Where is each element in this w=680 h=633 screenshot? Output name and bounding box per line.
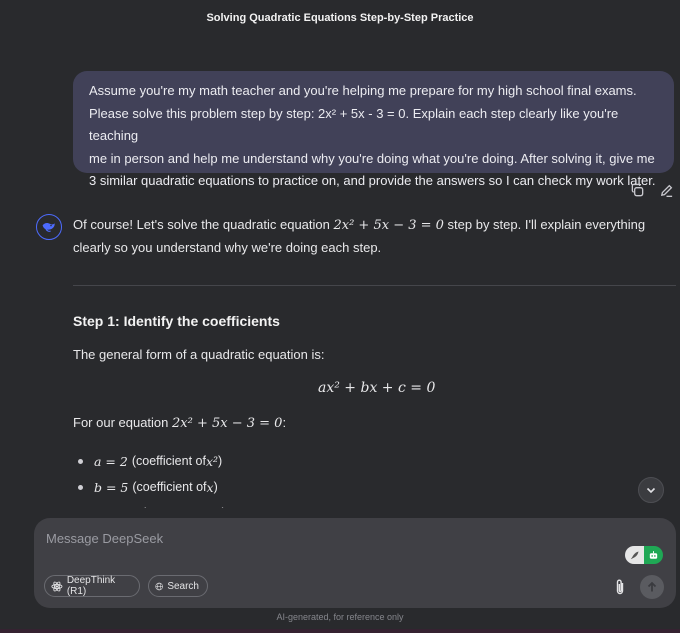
conversation-title: Solving Quadratic Equations Step-by-Step Practice [206,12,474,24]
our-equation-text: : [282,415,287,430]
coefficient-note-math: x² [205,453,219,469]
coefficient-value: a = 2 [94,453,128,469]
inline-equation: 2x² + 5x − 3 = 0 [172,416,283,431]
disclaimer-footer: AI-generated, for reference only [276,612,404,622]
user-message-line: Please solve this problem step by step: 2x² + 5x - 3 = 0. Explain each step clearly like you're teaching [89,105,619,143]
coefficient-note-end: ) [218,454,223,468]
answer-intro [73,214,663,259]
user-message-line: 3 similar quadratic equations to practice on, and provide the answers so I can check my work later. [89,173,656,188]
coefficient-note-math: x [206,479,214,495]
deepseek-whale-icon [36,214,62,240]
intro-text: Of course! Let's solve the quadratic equation [73,217,334,232]
globe-icon [155,580,163,593]
search-label: Search [167,580,199,592]
paperclip-icon[interactable] [610,576,630,598]
feather-icon [625,546,644,564]
send-button[interactable] [640,575,664,599]
coefficient-note-end: ) [213,480,218,494]
message-composer[interactable] [34,518,676,608]
edit-icon[interactable] [657,181,675,199]
user-message-bubble [73,71,674,188]
general-formula: ax² + bx + c = 0 [318,380,436,396]
atom-icon [51,580,63,593]
user-message-actions [628,181,675,199]
section-divider [73,285,676,286]
coefficient-note: (coefficient of [132,480,207,494]
user-message-line: me in person and help me understand why you're doing what you're doing. After solving it, give me [89,150,655,166]
assistant-answer [73,214,663,259]
our-equation-line [73,415,286,431]
inline-equation: 2x² + 5x − 3 = 0 [333,218,444,233]
intro-text: step by step. I'll explain everything clearly so you understand why we're doing each step. [73,217,646,255]
scroll-to-bottom-button[interactable] [638,477,664,503]
user-message-line: Assume you're my math teacher and you're helping me prepare for my high school final exams. [89,83,637,98]
window-bottom-edge [0,629,680,633]
list-item [78,448,226,474]
step-heading: Step 1: Identify the coefficients [73,313,280,329]
deepthink-button[interactable] [44,575,140,597]
deepthink-label: DeepThink (R1) [66,575,116,597]
message-input[interactable]: Message DeepSeek [46,531,164,546]
our-equation-text: For our equation [73,415,173,430]
copy-icon[interactable] [628,181,646,199]
robot-icon [644,546,663,564]
list-item [78,474,226,500]
coefficient-note: (coefficient of [131,454,206,468]
chevron-down-icon [645,484,657,496]
general-form-text: The general form of a quadratic equation is: [73,347,325,362]
arrow-up-icon [646,581,658,593]
search-button[interactable] [148,575,208,597]
coefficient-value: b = 5 [94,479,129,495]
extension-badge[interactable] [625,546,663,564]
